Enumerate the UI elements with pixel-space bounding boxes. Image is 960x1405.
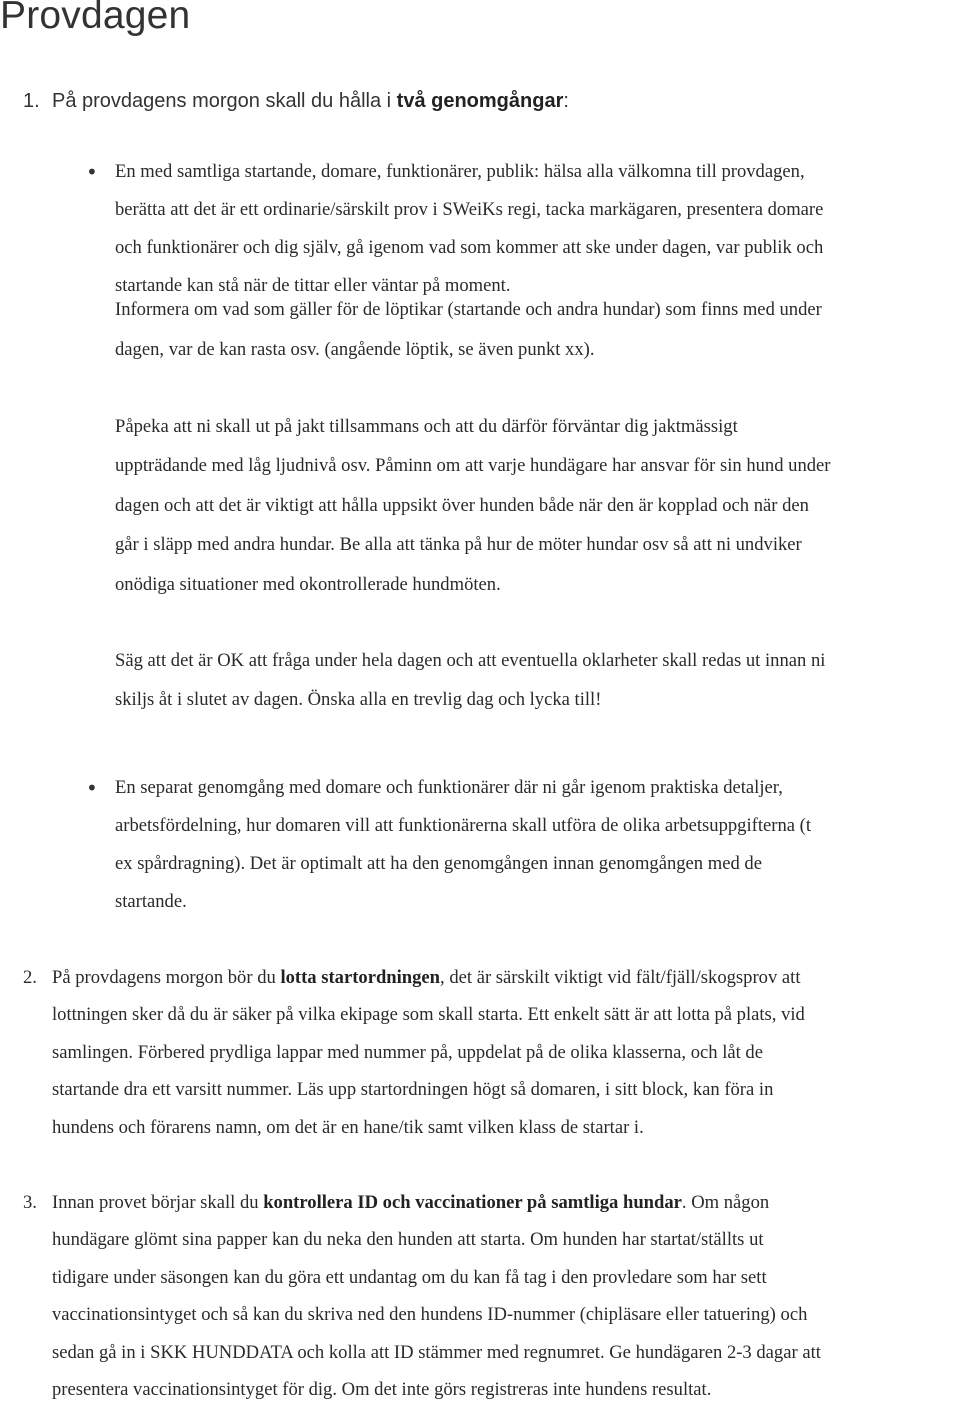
bullet2-line: arbetsfördelning, hur domaren vill att funktionärerna skall utföra de olika arbetsuppgifterna (t	[115, 815, 811, 836]
item3-line: presentera vaccinationsintyget för dig. Om det inte görs registreras inte hundens resultat.	[52, 1379, 712, 1400]
bullet1-para3-line: onödiga situationer med okontrollerade hundmöten.	[115, 574, 501, 595]
item1-intro	[52, 90, 569, 113]
bullet1-para4-line: Säg att det är OK att fråga under hela dagen och att eventuella oklarheter skall redas ut innan ni	[115, 650, 826, 671]
bullet1-para4-line: skiljs åt i slutet av dagen. Önska alla en trevlig dag och lycka till!	[115, 689, 602, 710]
bullet1-line: startande kan stå när de tittar eller väntar på moment.	[115, 275, 511, 296]
bullet1-line: och funktionärer och dig själv, gå igenom vad som kommer att ske under dagen, var publik och	[115, 237, 824, 258]
page-title: Provdagen	[0, 0, 191, 37]
bullet2-line: startande.	[115, 891, 187, 912]
bullet1-para3-line: uppträdande med låg ljudnivå osv. Påminn om att varje hundägare har ansvar för sin hund under	[115, 455, 831, 476]
bullet1-para2-line: dagen, var de kan rasta osv. (angående löptik, se även punkt xx).	[115, 339, 595, 360]
item3-first-line	[52, 1192, 769, 1214]
list-number-2: 2.	[23, 967, 37, 988]
item2-first-line	[52, 967, 801, 989]
item1-intro-colon: :	[563, 90, 569, 112]
item3-bold: kontrollera ID och vaccinationer på samtliga hundar	[263, 1192, 682, 1213]
item1-intro-bold: två genomgångar	[396, 90, 564, 112]
item3-text-after: . Om någon	[681, 1192, 770, 1213]
bullet1-para3-line: Påpeka att ni skall ut på jakt tillsammans och att du därför förväntar dig jaktmässigt	[115, 416, 738, 437]
list-number-1: 1.	[23, 90, 40, 112]
item3-line: hundägare glömt sina papper kan du neka den hunden att starta. Om hunden har startat/ställts ut	[52, 1229, 764, 1250]
list-number-3: 3.	[23, 1192, 37, 1213]
item2-line: samlingen. Förbered prydliga lappar med nummer på, uppdelat på de olika klasserna, och låt de	[52, 1042, 763, 1063]
item2-text-after: , det är särskilt viktigt vid fält/fjäll/skogsprov att	[440, 967, 801, 988]
item2-text: På provdagens morgon bör du	[52, 967, 281, 988]
item3-line: tidigare under säsongen kan du göra ett undantag om du kan få tag i den provledare som har sett	[52, 1267, 767, 1288]
item1-intro-text: På provdagens morgon skall du hålla i	[52, 90, 397, 112]
item3-line: sedan gå in i SKK HUNDDATA och kolla att ID stämmer med regnumret. Ge hundägaren 2-3 dagar att	[52, 1342, 821, 1363]
item2-line: startande dra ett varsitt nummer. Läs upp startordningen högt så domaren, i sitt block, kan föra in	[52, 1079, 774, 1100]
bullet1-para3-line: går i släpp med andra hundar. Be alla att tänka på hur de möter hundar osv så att ni undviker	[115, 534, 802, 555]
item2-line: lottningen sker då du är säker på vilka ekipage som skall starta. Ett enkelt sätt är att lotta på plats, vid	[52, 1004, 805, 1025]
item3-text: Innan provet börjar skall du	[52, 1192, 264, 1213]
bullet1-line: berätta att det är ett ordinarie/särskilt prov i SWeiKs regi, tacka markägaren, presentera domare	[115, 199, 824, 220]
item2-line: hundens och förarens namn, om det är en hane/tik samt vilken klass de startar i.	[52, 1117, 644, 1138]
bullet1-para2-line: Informera om vad som gäller för de löptikar (startande och andra hundar) som finns med under	[115, 299, 822, 320]
bullet1-line: En med samtliga startande, domare, funktionärer, publik: hälsa alla välkomna till provdagen,	[115, 161, 805, 182]
item3-line: vaccinationsintyget och så kan du skriva ned den hundens ID-nummer (chipläsare eller tatuering) och	[52, 1304, 808, 1325]
bullet2-line: En separat genomgång med domare och funktionärer där ni går igenom praktiska detaljer,	[115, 777, 783, 798]
bullet2-line: ex spårdragning). Det är optimalt att ha den genomgången innan genomgången med de	[115, 853, 762, 874]
bullet-marker-2: •	[86, 776, 98, 800]
bullet-marker-1: •	[86, 160, 98, 184]
bullet1-para3-line: dagen och att det är viktigt att hålla uppsikt över hunden både när den är kopplad och när den	[115, 495, 809, 516]
item2-bold: lotta startordningen	[280, 967, 441, 988]
